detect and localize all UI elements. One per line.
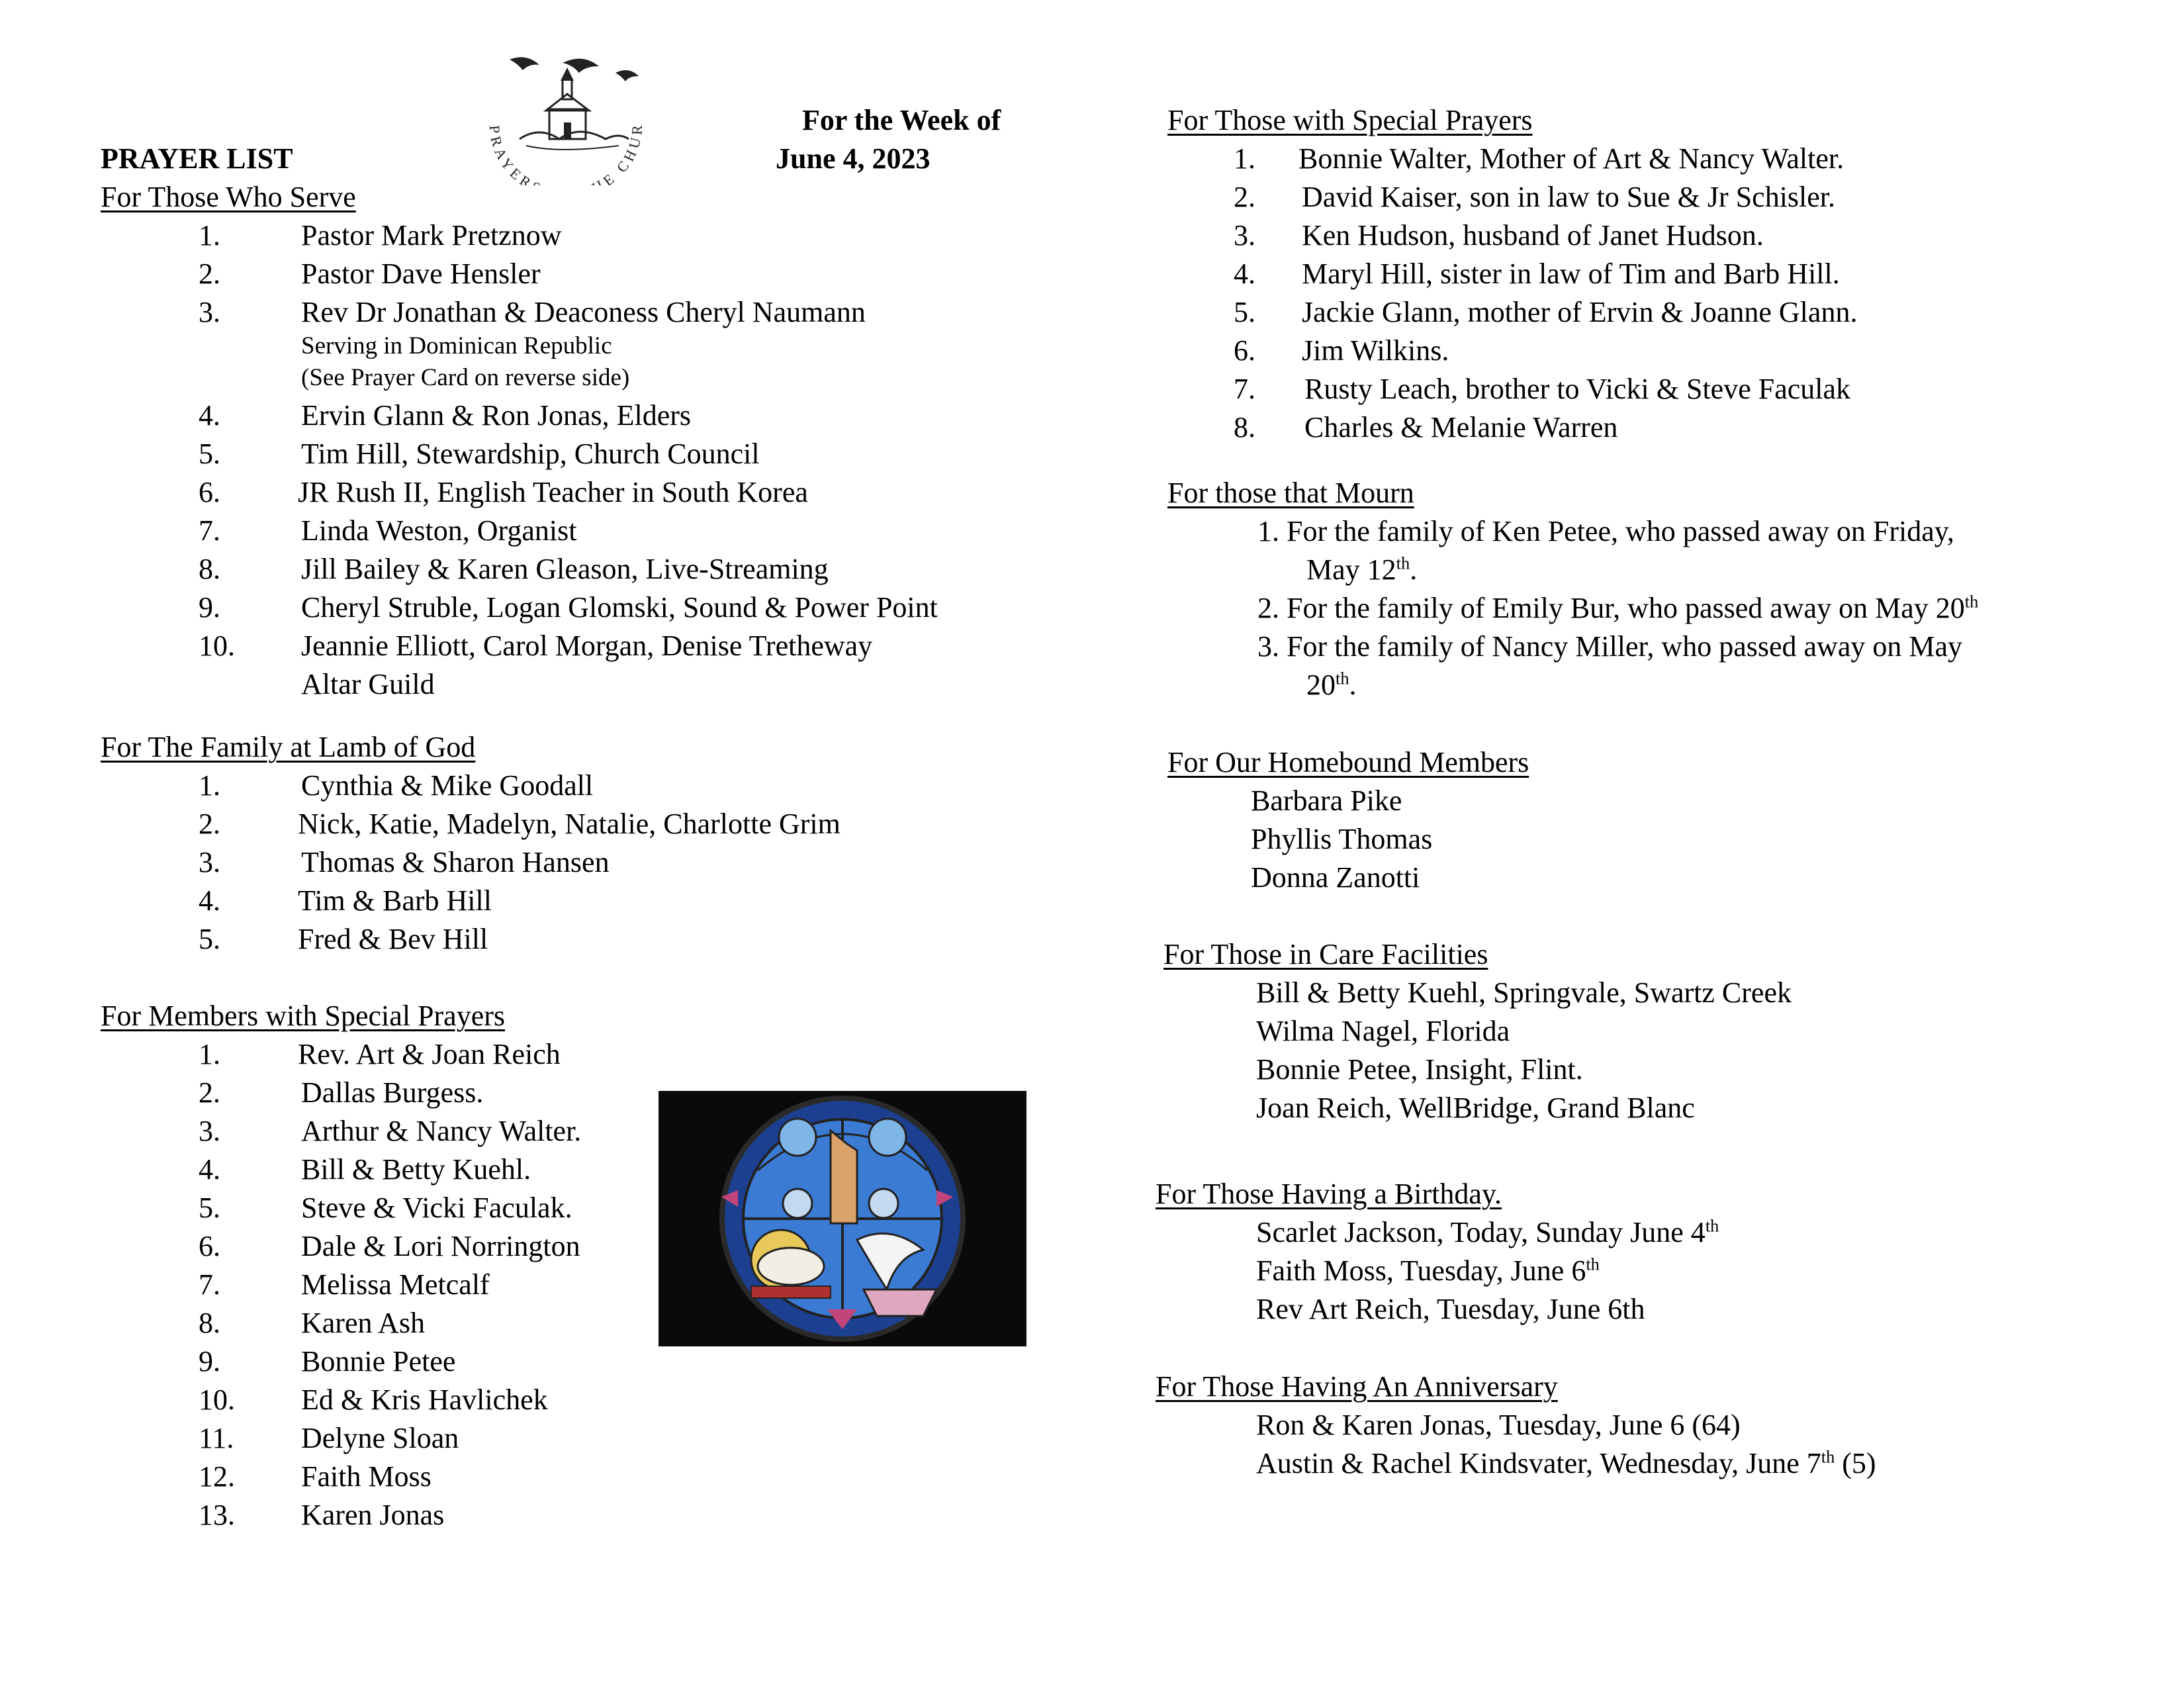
mourn-heading: For those that Mourn [1167, 477, 1414, 509]
list-item: 8. Charles & Melanie Warren [1234, 411, 1618, 444]
list-item: 1. For the family of Ken Petee, who passed away on Friday, [1257, 515, 1954, 547]
homebound-heading: For Our Homebound Members [1167, 746, 1529, 778]
list-item: 8. Jill Bailey & Karen Gleason, Live-Streaming [199, 553, 829, 585]
anniversary-heading: For Those Having An Anniversary [1156, 1370, 1558, 1403]
list-item: 4. Ervin Glann & Ron Jonas, Elders [199, 399, 692, 432]
list-item: 10. Jeannie Elliott, Carol Morgan, Denise Tretheway [199, 630, 873, 662]
item-note: (See Prayer Card on reverse side) [301, 364, 630, 391]
care-heading: For Those in Care Facilities [1163, 938, 1488, 970]
list-item: 1. Cynthia & Mike Goodall [199, 769, 594, 802]
list-item: 12. Faith Moss [199, 1460, 432, 1493]
list-item: 4. Tim & Barb Hill [199, 884, 492, 917]
list-item: 2. Pastor Dave Hensler [199, 258, 541, 290]
list-item: 2. Nick, Katie, Madelyn, Natalie, Charlotte Grim [199, 808, 841, 840]
list-item: Phyllis Thomas [1251, 823, 1433, 855]
list-item: 9. Cheryl Struble, Logan Glomski, Sound & Power Point [199, 591, 938, 624]
list-item: Ron & Karen Jonas, Tuesday, June 6 (64) [1256, 1409, 1741, 1441]
week-label: For the Week of [802, 104, 1001, 136]
list-item: 9. Bonnie Petee [199, 1345, 456, 1378]
list-item: Bill & Betty Kuehl, Springvale, Swartz Creek [1256, 976, 1792, 1009]
list-item: 3. Rev Dr Jonathan & Deaconess Cheryl Naumann [199, 296, 866, 328]
list-item: Rev Art Reich, Tuesday, June 6th [1256, 1293, 1645, 1325]
list-item: 6. JR Rush II, English Teacher in South Korea [199, 476, 808, 508]
list-item: 4. Maryl Hill, sister in law of Tim and Barb Hill. [1234, 258, 1840, 290]
birthday-heading: For Those Having a Birthday. [1156, 1178, 1502, 1210]
item-continuation: Altar Guild [301, 668, 435, 700]
list-item: Scarlet Jackson, Today, Sunday June 4th [1256, 1215, 1719, 1248]
list-item: 10. Ed & Kris Havlichek [199, 1383, 548, 1416]
list-item: 2. David Kaiser, son in law to Sue & Jr Schisler. [1234, 181, 1836, 213]
family-heading: For The Family at Lamb of God [101, 731, 476, 763]
list-item: 2. For the family of Emily Bur, who passed away on May 20th [1257, 591, 1979, 624]
list-item: 5. Jackie Glann, mother of Ervin & Joanne Glann. [1234, 296, 1858, 328]
list-item: 7. Rusty Leach, brother to Vicki & Steve Faculak [1234, 373, 1851, 405]
list-item: 1. Rev. Art & Joan Reich [199, 1038, 561, 1070]
item-note: Serving in Dominican Republic [301, 332, 612, 359]
special-heading: For Those with Special Prayers [1167, 104, 1533, 136]
list-item: 7. Melissa Metcalf [199, 1268, 490, 1301]
stained-glass-image [659, 1091, 1026, 1346]
list-item: 3. For the family of Nancy Miller, who passed away on May [1257, 630, 1963, 663]
list-item: Wilma Nagel, Florida [1256, 1015, 1510, 1047]
list-item: 3. Arthur & Nancy Walter. [199, 1115, 582, 1147]
list-item: Bonnie Petee, Insight, Flint. [1256, 1053, 1583, 1086]
list-item: Barbara Pike [1251, 784, 1402, 817]
svg-text:PRAYERS OF THE CHURCH: PRAYER E CHUR [486, 120, 646, 185]
list-item: Joan Reich, WellBridge, Grand Blanc [1256, 1092, 1695, 1124]
serve-heading: For Those Who Serve [101, 181, 356, 213]
stained-glass-window-icon [659, 1091, 1026, 1346]
list-item: Faith Moss, Tuesday, June 6th [1256, 1254, 1600, 1287]
members-heading: For Members with Special Prayers [101, 1000, 505, 1032]
list-item: 5. Fred & Bev Hill [199, 923, 488, 955]
list-item: 5. Tim Hill, Stewardship, Church Council [199, 438, 760, 470]
list-item: 5. Steve & Vicki Faculak. [199, 1192, 572, 1224]
list-item: 7. Linda Weston, Organist [199, 514, 577, 547]
list-item: 2. Dallas Burgess. [199, 1076, 484, 1109]
list-item: 6. Dale & Lori Norrington [199, 1230, 580, 1262]
list-item: Austin & Rachel Kindsvater, Wednesday, June 7th (5) [1256, 1446, 1876, 1479]
list-item: 8. Karen Ash [199, 1307, 425, 1339]
list-item: 4. Bill & Betty Kuehl. [199, 1153, 531, 1186]
list-item: 13. Karen Jonas [199, 1499, 445, 1531]
item-continuation: 20th. [1306, 668, 1357, 701]
list-item: Donna Zanotti [1251, 861, 1420, 894]
church-logo [463, 46, 662, 185]
list-item: 3. Thomas & Sharon Hansen [199, 846, 610, 878]
page-title: PRAYER LIST [101, 142, 293, 175]
list-item: 11. Delyne Sloan [199, 1422, 459, 1454]
doves-church-icon [463, 46, 662, 185]
item-continuation: May 12th. [1306, 553, 1418, 586]
list-item: 3. Ken Hudson, husband of Janet Hudson. [1234, 219, 1764, 252]
list-item: 1. Bonnie Walter, Mother of Art & Nancy Walter. [1234, 142, 1844, 175]
week-date: June 4, 2023 [776, 142, 931, 175]
list-item: 1. Pastor Mark Pretznow [199, 219, 562, 252]
list-item: 6. Jim Wilkins. [1234, 334, 1449, 367]
